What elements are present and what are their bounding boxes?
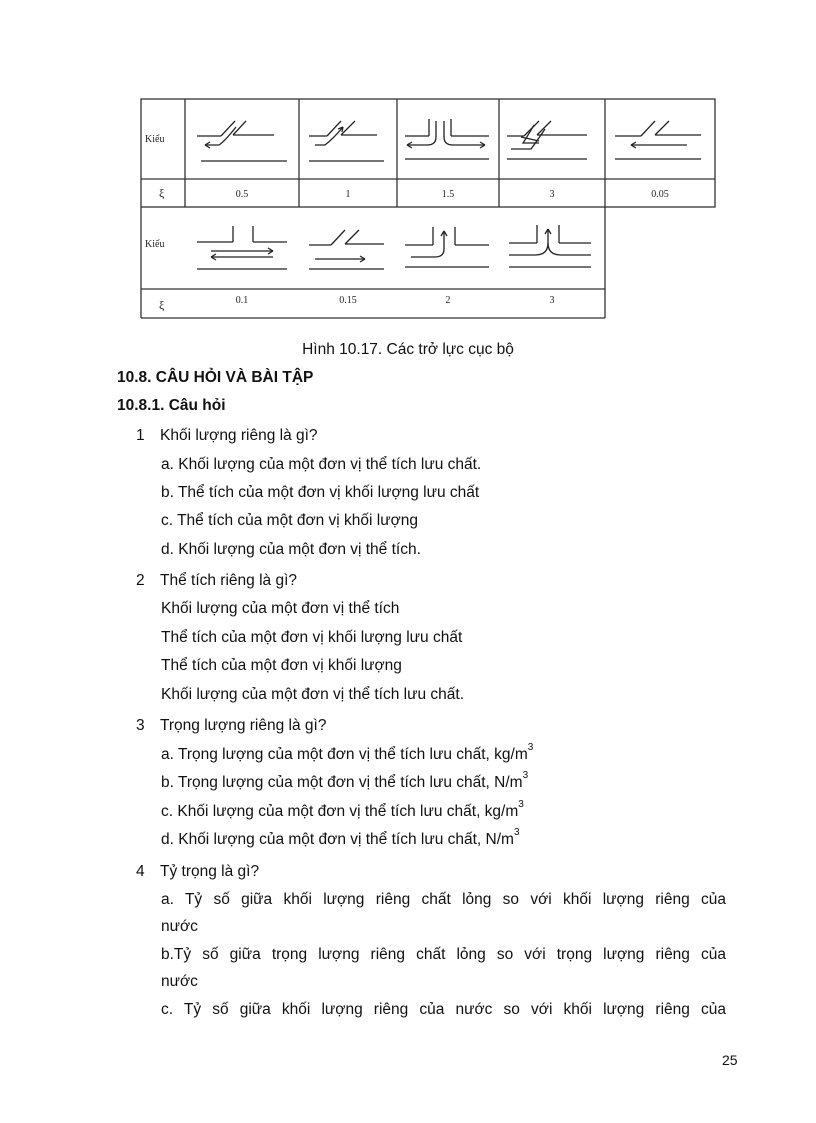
row2-value: 3 [549,295,555,306]
diagram-7 [309,230,384,269]
diagram-5 [615,121,701,159]
answer: a. Trọng lượng của một đơn vị thể tích lưu chất, $kg/m^3$ [161,742,534,763]
figure-caption: Hình 10.17. Các trở lực cục bộ [302,341,514,358]
section-title: 10.8. CÂU HỎI VÀ BÀI TẬP [117,369,314,386]
resistance-table [139,97,719,322]
question-text: Khối lượng riêng là gì? [160,427,318,444]
row2-value: 0.15 [339,295,357,306]
answer: Khối lượng của một đơn vị thể tích [161,600,400,617]
question-1 [136,427,318,445]
row2-xi-symbol: ξ [159,298,165,312]
answer: c. Khối lượng của một đơn vị thể tích lưu chất, $kg/m^3$ [161,799,524,820]
subsection-title: 10.8.1. Câu hỏi [117,397,226,414]
row2-value: 0.1 [235,295,249,306]
question-number: 2 [136,572,145,589]
row1-value: 1 [345,189,351,200]
question-number: 1 [136,427,145,444]
answer: b. Trọng lượng của một đơn vị thể tích lưu chất, $N/m^3$ [161,770,529,791]
answer: Thể tích của một đơn vị khối lượng [161,657,402,674]
answer: Khối lượng của một đơn vị thể tích lưu chất. [161,686,465,703]
answer-continuation: nước [161,918,198,935]
answer: c. Thể tích của một đơn vị khối lượng [161,512,419,529]
row1-kieu-label: Kiểu [145,134,165,145]
page-number: 25 [722,1052,738,1068]
answer: d. Khối lượng của một đơn vị thể tích lưu chất, $N/m^3$ [161,827,520,848]
diagram-4 [507,121,587,159]
answer: d. Khối lượng của một đơn vị thể tích. [161,541,421,558]
question-number: 3 [136,717,145,734]
question-text: Trọng lượng riêng là gì? [160,717,327,734]
answer-continuation: nước [161,973,198,990]
diagram-8 [405,227,489,267]
row1-xi-symbol: ξ [159,186,165,200]
question-number: 4 [136,863,145,880]
question-2 [136,572,297,590]
answer: b.Tỷ số giữa trọng lượng riêng chất lỏng so với trọng lượng riêng của [161,946,726,963]
question-3 [136,717,326,735]
diagram-1 [197,121,287,161]
diagram-3 [405,119,489,159]
resistance-figure [139,97,719,322]
diagram-6 [197,226,287,269]
question-4 [136,863,259,881]
answer: c. Tỷ số giữa khối lượng riêng của nước so với khối lượng riêng của [161,1001,726,1018]
question-text: Thể tích riêng là gì? [160,572,297,589]
question-text: Tỷ trọng là gì? [160,863,260,880]
answer: Thể tích của một đơn vị khối lượng lưu chất [161,629,463,646]
diagram-2 [309,121,384,161]
answer: a. Khối lượng của một đơn vị thể tích lưu chất. [161,456,482,473]
row1-value: 0.05 [651,189,669,200]
row1-value: 0.5 [235,189,249,200]
diagram-9 [509,225,591,267]
row1-value: 1.5 [441,189,455,200]
row1-value: 3 [549,189,555,200]
answer: b. Thể tích của một đơn vị khối lượng lưu chất [161,484,480,501]
answer: a. Tỷ số giữa khối lượng riêng chất lỏng so với khối lượng riêng của [161,891,726,908]
row2-kieu-label: Kiểu [145,239,165,250]
row2-value: 2 [445,295,451,306]
